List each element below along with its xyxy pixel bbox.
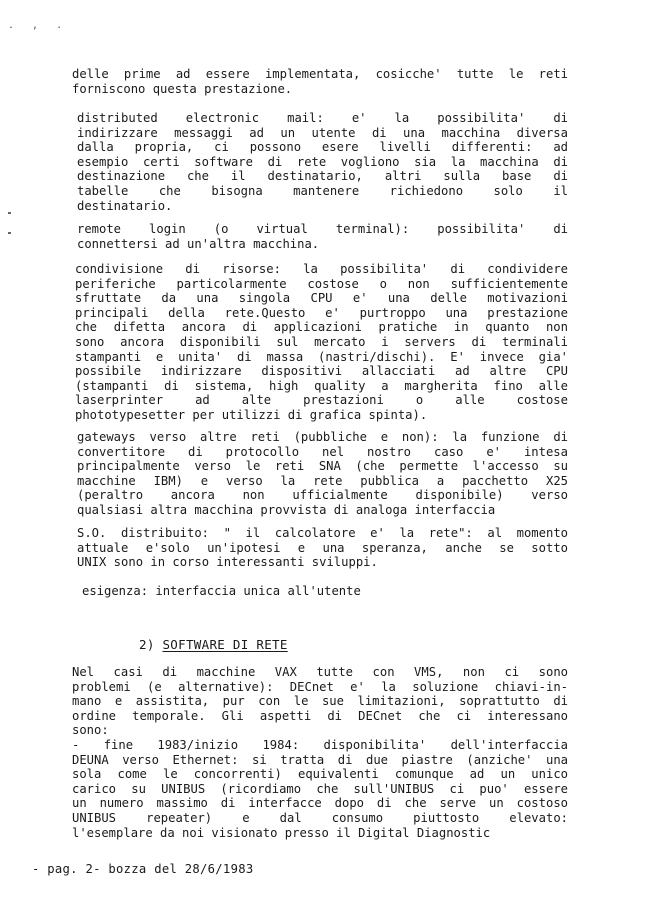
text-line: macchine IBM) e verso la rete pubblica a pacchetto X25 bbox=[77, 473, 568, 488]
text-line: Nel casi di macchine VAX tutte con VMS, non ci sono bbox=[72, 665, 568, 679]
page-footer: - pag. 2- bozza del 28/6/1983 bbox=[32, 862, 254, 876]
text-line: forniscono questa prestazione. bbox=[72, 81, 293, 96]
text-line: possibile indirizzare dispositivi allacciati ad altre CPU bbox=[75, 364, 568, 379]
text-line: connettersi ad un'altra macchina. bbox=[77, 236, 320, 251]
text-line: periferiche particolarmente costose o non sufficientemente bbox=[75, 276, 568, 291]
text-line: mano e assistita, pur con le sue limitazioni, soprattutto di bbox=[72, 694, 568, 709]
paragraph-remote-login bbox=[77, 222, 568, 251]
text-line: DEUNA verso Ethernet: si tratta di due piastre (anziche' una bbox=[72, 752, 568, 767]
text-line: tabelle che bisogna mantenere richiedono solo il bbox=[77, 183, 568, 198]
text-line: distributed electronic mail: e' la possibilita' di bbox=[77, 111, 568, 125]
text-line: remote login (o virtual terminal): possibilita' di bbox=[77, 222, 568, 236]
text-line: sfruttate da una singola CPU e' una delle motivazioni bbox=[75, 291, 568, 306]
scan-specks: . , . bbox=[8, 20, 69, 31]
text-line: laserprinter ad alte prestazioni o alle costose bbox=[75, 393, 568, 408]
text-line: esempio certi software di rete vogliono sia la macchina di bbox=[77, 154, 568, 169]
text-line: convertitore di protocollo nel nostro caso e' intesa bbox=[77, 444, 568, 459]
paragraph-intro bbox=[72, 67, 568, 96]
margin-speck bbox=[8, 232, 11, 234]
text-line: principalmente verso le reti SNA (che permette l'accesso su bbox=[77, 459, 568, 474]
section-number: 2) bbox=[139, 637, 155, 652]
text-line: un numero massimo di interfacce dopo di che serve un costoso bbox=[72, 796, 568, 811]
paragraph-gateways bbox=[77, 430, 568, 518]
text-line: esigenza: interfaccia unica all'utente bbox=[82, 584, 361, 598]
text-line: gateways verso altre reti (pubbliche e non): la funzione di bbox=[77, 430, 568, 444]
text-line: carico su UNIBUS (ricordiamo che sull'UNIBUS ci puo' essere bbox=[72, 781, 568, 796]
section-title: SOFTWARE DI RETE bbox=[162, 637, 288, 652]
text-line: UNIBUS repeater) e dal consumo piuttosto elevato: bbox=[72, 810, 568, 825]
text-line: destinatario. bbox=[77, 198, 173, 213]
text-line: (stampanti di sistema, high quality a margherita fino alle bbox=[75, 378, 568, 393]
text-line: stampanti e unita' di massa (nastri/dischi). E' invece gia' bbox=[75, 349, 568, 364]
text-line: indirizzare messaggi ad un utente di una macchina diversa bbox=[77, 125, 568, 140]
text-line: destinazione che il destinatario, altri sulla base di bbox=[77, 169, 568, 184]
text-line: S.O. distribuito: " il calcolatore e' la rete": al momento bbox=[77, 526, 568, 540]
text-line: sono: bbox=[72, 723, 109, 738]
paragraph-distributed-os bbox=[77, 526, 568, 570]
text-line: (peraltro ancora non ufficialmente disponibile) verso bbox=[77, 488, 568, 503]
paragraph-requirement bbox=[82, 584, 568, 599]
text-line: qualsiasi altra macchina provvista di analoga interfaccia bbox=[77, 502, 496, 517]
text-line: ordine temporale. Gli aspetti di DECnet che ci interessano bbox=[72, 708, 568, 723]
text-line: delle prime ad essere implementata, cosicche' tutte le reti bbox=[72, 67, 568, 81]
text-line: principali della rete.Questo e' purtroppo una prestazione bbox=[75, 305, 568, 320]
section-heading bbox=[139, 637, 288, 652]
text-line: l'esemplare da noi visionato presso il Digital Diagnostic bbox=[72, 825, 491, 840]
text-line: sono ancora disponibili sul mercato i servers di terminali bbox=[75, 334, 568, 349]
text-line: che difetta ancora di applicazioni pratiche in quanto non bbox=[75, 320, 568, 335]
margin-speck bbox=[8, 212, 11, 214]
text-line: sola come le concorrenti) equivalenti comunque ad un unico bbox=[72, 767, 568, 782]
paragraph-software-di-rete bbox=[72, 665, 568, 840]
text-line: problemi (e alternative): DECnet e' la soluzione chiavi-in- bbox=[72, 679, 568, 694]
text-line: UNIX sono in corso interessanti sviluppi. bbox=[77, 555, 378, 570]
text-line: dalla propria, ci possono esere livelli differenti: ad bbox=[77, 140, 568, 155]
text-line: phototypesetter per utilizzi di grafica spinta). bbox=[75, 407, 428, 422]
text-line: condivisione di risorse: la possibilita' di condividere bbox=[75, 262, 568, 276]
paragraph-distributed-mail bbox=[77, 111, 568, 213]
text-line: attuale e'solo un'ipotesi e una speranza, anche se sotto bbox=[77, 540, 568, 555]
paragraph-resource-sharing bbox=[75, 262, 568, 423]
text-line: - fine 1983/inizio 1984: disponibilita' dell'interfaccia bbox=[72, 737, 568, 752]
